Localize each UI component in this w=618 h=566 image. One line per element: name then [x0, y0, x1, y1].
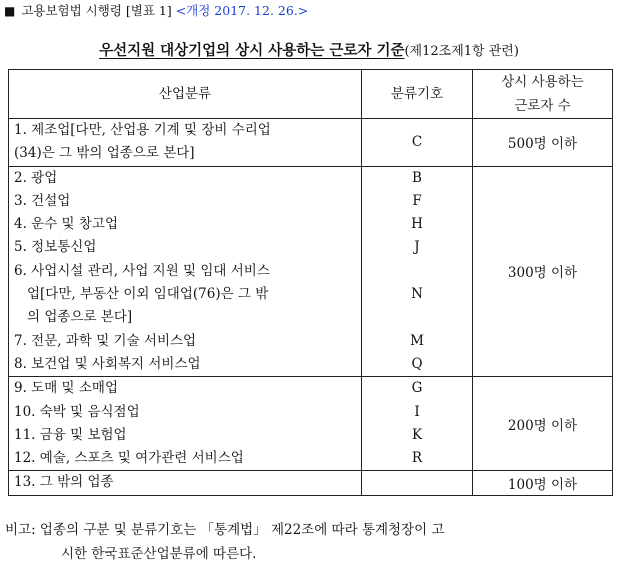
industry-line: 11. 금융 및 보험업 [14, 426, 127, 443]
code-line: N [411, 286, 423, 303]
code-line [362, 260, 472, 283]
industry-cell [9, 377, 362, 471]
code-line: J [414, 239, 420, 256]
header-code: 분류기호 [362, 70, 473, 119]
code-line [362, 306, 472, 329]
table-row [9, 471, 613, 495]
code-cell [362, 377, 473, 471]
criteria-table [8, 69, 613, 496]
industry-line: 9. 도매 및 소매업 [14, 380, 118, 397]
industry-line: 5. 정보통신업 [14, 239, 97, 256]
table-row [9, 119, 613, 167]
square-bullet-icon: ■ [4, 4, 16, 18]
code-cell [362, 471, 473, 495]
industry-line: 7. 전문, 과학 및 기술 서비스업 [14, 332, 197, 349]
worker-count-cell: 200명 이하 [473, 377, 613, 471]
industry-line: 12. 예술, 스포츠 및 여가관련 서비스업 [14, 450, 244, 467]
industry-line: 의 업종으로 본다] [27, 309, 133, 326]
industry-line: 4. 운수 및 창고업 [14, 216, 118, 233]
code-line: F [412, 192, 422, 209]
title-main: 우선지원 대상기업의 상시 사용하는 근로자 기준 [99, 43, 405, 59]
header-workers [473, 70, 613, 119]
industry-line: 13. 그 밖의 업종 [14, 474, 114, 491]
industry-cell [9, 119, 362, 167]
header-industry: 산업분류 [9, 70, 362, 119]
industry-line: 6. 사업시설 관리, 사업 지원 및 임대 서비스 [14, 262, 270, 279]
industry-line: 2. 광업 [14, 169, 58, 186]
industry-cell [9, 166, 362, 377]
worker-count-cell: 300명 이하 [473, 166, 613, 377]
industry-line: 10. 숙박 및 음식점업 [14, 403, 140, 420]
law-reference: 고용보험법 시행령 [별표 1] [21, 3, 172, 18]
industry-line: 3. 건설업 [14, 192, 71, 209]
table-title [0, 40, 618, 63]
remarks-note [5, 518, 444, 566]
code-line: B [412, 169, 422, 186]
industry-line: 업[다만, 부동산 이외 임대업(76)은 그 밖 [27, 286, 269, 303]
code-line: R [411, 450, 423, 467]
worker-count-cell: 500명 이하 [473, 119, 613, 167]
remarks-line-2: 시한 한국표준산업분류에 따른다. [61, 546, 257, 562]
table-row [9, 166, 613, 377]
code-line: H [411, 216, 423, 233]
remarks-line-1: 비고: 업종의 구분 및 분류기호는 「통계법」 제22조에 따라 통계청장이 고 [5, 522, 445, 538]
header-workers-line2: 근로자 수 [514, 98, 571, 114]
table-row [9, 377, 613, 471]
code-line: I [414, 403, 420, 420]
code-line: Q [411, 355, 423, 372]
title-sub: (제12조제1항 관련) [404, 44, 519, 59]
industry-line: 1. 제조업[다만, 산업용 기계 및 장비 수리업 [14, 122, 271, 138]
industry-cell [9, 471, 362, 495]
document-header [4, 2, 308, 20]
code-cell [362, 119, 473, 167]
code-line [362, 471, 472, 494]
code-line: C [411, 134, 423, 150]
code-line: K [411, 426, 423, 443]
code-cell [362, 166, 473, 377]
amendment-date: <개정 2017. 12. 26.> [175, 3, 309, 18]
header-workers-line1: 상시 사용하는 [501, 74, 584, 90]
table-body [9, 119, 613, 496]
worker-count-cell: 100명 이하 [473, 471, 613, 495]
code-line: G [411, 380, 423, 397]
industry-line: (34)은 그 밖의 업종으로 본다] [14, 145, 195, 162]
industry-line: 8. 보건업 및 사회복지 서비스업 [14, 355, 201, 372]
table-header-row [9, 70, 613, 119]
code-line: M [410, 332, 424, 349]
